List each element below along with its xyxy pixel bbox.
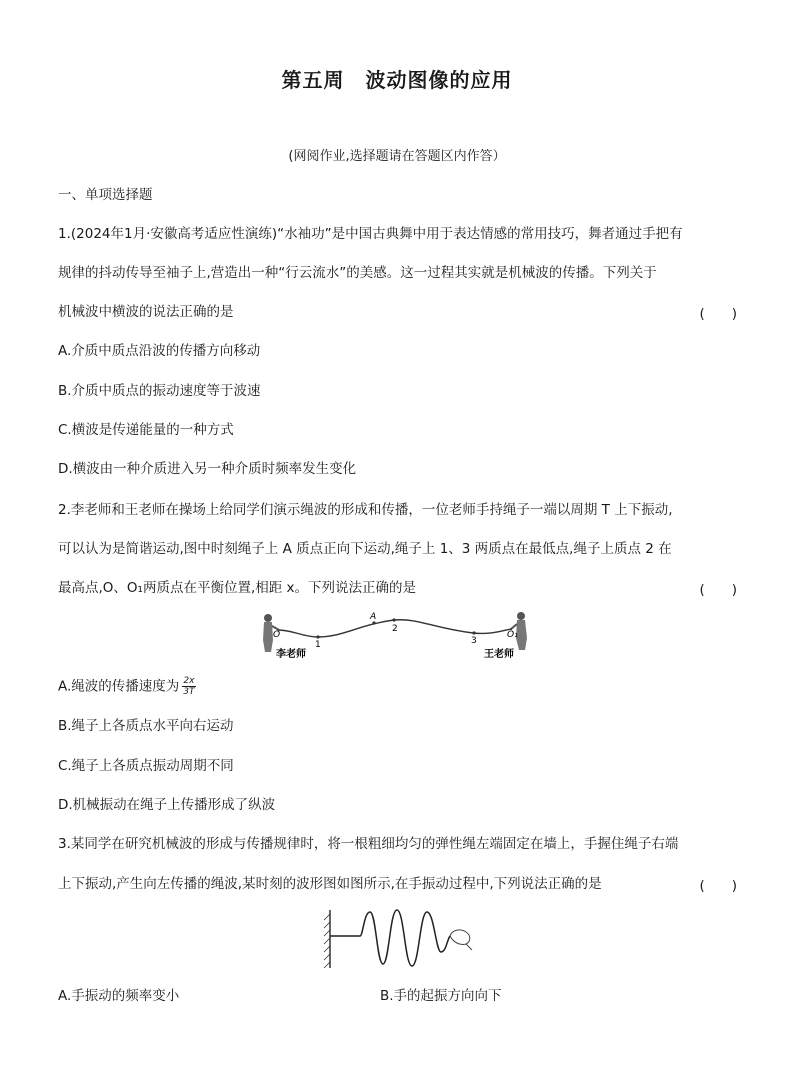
q2-option-c: C.绳子上各质点振动周期不同 [58, 758, 234, 774]
q3-answer-paren: ( ) [699, 878, 737, 894]
q3-option-a: A.手振动的频率变小 [58, 988, 180, 1004]
q1-stem-line-3: 机械波中横波的说法正确的是 [58, 304, 234, 320]
label-2: 2 [392, 624, 398, 634]
q1-option-d: D.横波由一种介质进入另一种介质时频率发生变化 [58, 461, 357, 477]
fraction-numerator: 2x [183, 676, 195, 686]
point-1 [316, 635, 319, 638]
q2-stem-line-2: 可以认为是简谐运动,图中时刻绳子上 A 质点正向下运动,绳子上 1、3 两质点在最低点,绳子上质点 2 在 [58, 541, 672, 557]
rope-wave [330, 910, 450, 966]
q2-option-d: D.机械振动在绳子上传播形成了纵波 [58, 797, 276, 813]
wall-hatching [324, 910, 330, 968]
rope-wave-figure [258, 608, 534, 664]
q3-stem-line-1: 3.某同学在研究机械波的形成与传播规律时，将一根粗细均匀的弹性绳左端固定在墙上，手握住绳子右端 [58, 836, 679, 852]
point-3 [472, 631, 475, 634]
q2-option-b: B.绳子上各质点水平向右运动 [58, 718, 234, 734]
elastic-rope-figure [320, 906, 480, 972]
q3-option-b: B.手的起振方向向下 [380, 988, 502, 1004]
label-o: O [273, 630, 281, 640]
q3-stem-line-2: 上下振动,产生向左传播的绳波,某时刻的波形图如图所示,在手振动过程中,下列说法正确的是 [58, 876, 602, 892]
label-o1: O₁ [507, 630, 518, 640]
label-a: A [370, 612, 377, 622]
label-3: 3 [471, 636, 477, 646]
q2-stem-line-1: 2.李老师和王老师在操场上给同学们演示绳波的形成和传播，一位老师手持绳子一端以周期 T 上下振动, [58, 502, 673, 518]
page-subtitle: (网阅作业,选择题请在答题区内作答） [288, 149, 506, 164]
q2-option-a-text: A.绳波的传播速度为 [58, 678, 180, 695]
q1-option-b: B.介质中质点的振动速度等于波速 [58, 383, 261, 399]
hand-icon [450, 930, 472, 950]
q2-answer-paren: ( ) [699, 582, 737, 598]
section-heading: 一、单项选择题 [58, 187, 153, 203]
page-title: 第五周 波动图像的应用 [281, 68, 513, 92]
q1-option-c: C.横波是传递能量的一种方式 [58, 422, 234, 438]
label-wang-teacher: 王老师 [484, 649, 514, 660]
label-1: 1 [315, 640, 321, 650]
q1-stem-line-1: 1.(2024年1月·安徽高考适应性演练)“水袖功”是中国古典舞中用于表达情感的常用技巧，舞者通过手把有 [58, 226, 683, 242]
q1-option-a: A.介质中质点沿波的传播方向移动 [58, 343, 261, 359]
q2-stem-line-3: 最高点,O、O₁两质点在平衡位置,相距 x。下列说法正确的是 [58, 580, 417, 596]
q1-stem-line-2: 规律的抖动传导至袖子上,营造出一种“行云流水”的美感。这一过程其实就是机械波的传播。下列关于 [58, 265, 657, 281]
point-2 [392, 618, 395, 621]
label-li-teacher: 李老师 [276, 649, 306, 660]
fraction-denominator: 3T [183, 687, 195, 697]
q1-answer-paren: ( ) [699, 306, 737, 322]
q2-option-a [58, 676, 196, 697]
fraction-2x-over-3t [182, 676, 195, 697]
